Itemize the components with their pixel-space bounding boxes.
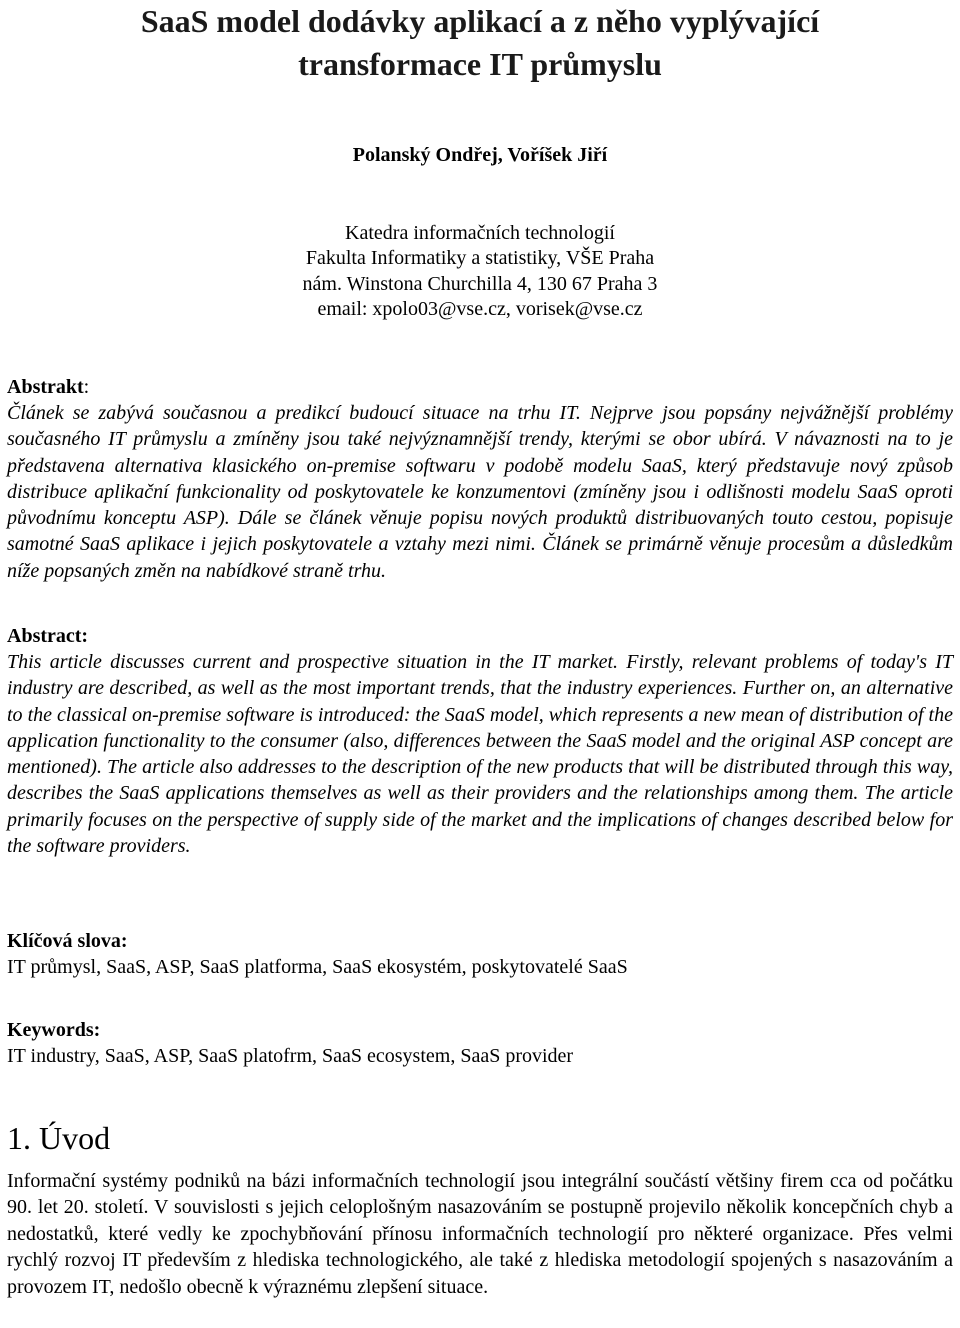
keywords-cz-heading: Klíčová slova: [7, 930, 128, 952]
keywords-en-heading-row [7, 1017, 953, 1043]
section-1-heading: 1. Úvod [7, 1120, 111, 1156]
keywords-en-text-row [7, 1043, 953, 1069]
paper-title-line-1: SaaS model dodávky aplikací a z něho vyplývající [140, 3, 820, 39]
paper-title-line-2: transformace IT průmyslu [298, 46, 662, 82]
keywords-cz-text-row [7, 954, 953, 980]
abstract-en-heading-row [7, 623, 953, 649]
abstract-en-heading: Abstract: [7, 625, 89, 647]
abstract-cz-heading-colon: : [83, 376, 90, 398]
section-1-paragraph: Informační systémy podniků na bázi informačních technologií jsou integrální součástí většiny firem cca od počátku 90. let 20. století. V souvislosti s jejich celoplošným nasazováním se postupně projevilo několik koncepčních chyb a nedostatků, které vedly ke zpochybňování přínosu informačních technologií pro některé organizace. Přes velmi rychlý rozvoj IT především z hlediska technologického, ale také z hlediska metodologií spojených s nasazováním a provozem IT, nedošlo obecně k výraznému zlepšení situace. [7, 1170, 953, 1298]
abstract-cz-heading-label: Abstrakt [7, 376, 84, 398]
keywords-cz-heading-row [7, 928, 953, 954]
affiliation-faculty: Fakulta Informatiky a statistiky, VŠE Praha [305, 247, 655, 270]
abstract-cz-heading [7, 374, 953, 400]
affiliation-department: Katedra informačních technologií [345, 222, 615, 244]
authors: Polanský Ondřej, Voříšek Jiří [352, 144, 608, 166]
paper-title [0, 0, 960, 86]
affiliation-address: nám. Winstona Churchilla 4, 130 67 Praha 3 [302, 272, 658, 295]
affiliation-email: email: xpolo03@vse.cz, vorisek@vse.cz [317, 297, 643, 320]
abstract-cz-text: Článek se zabývá současnou a predikcí budoucí situace na trhu IT. Nejprve jsou popsány nejvážnější problémy současného IT průmyslu a zmíněny jsou také nejvýznamnější trendy, kterými se obor ubírá. V návaznosti na to je představena alternativa klasického on-premise softwaru v podobě modelu SaaS, který představuje nový způsob distribuce aplikační funkcionality od poskytovatele ke konzumentovi (zmíněny jsou i odlišnosti modelu SaaS oproti původnímu konceptu ASP). Dále se článek věnuje popisu nových produktů distribuovaných touto cestou, popisuje samotné SaaS aplikace i jejich poskytovatele a vztahy mezi nimi. Článek se primárně věnuje procesům a důsledkům níže popsaných změn na nabídkové straně trhu. [7, 402, 953, 582]
abstract-cz-heading-row [7, 374, 953, 400]
abstract-en-text: This article discusses current and prospective situation in the IT market. Firstly, relevant problems of today's IT industry are described, as well as the most important trends, that the industry experiences. Further on, an alternative to the classical on-premise software is introduced: the SaaS model, which represents a new mean of distribution of the application functionality to the consumer (also, differences between the SaaS model and the original ASP concept are mentioned). The article also addresses to the description of the new products that will be distributed through this way, describes the SaaS applications themselves as well as their providers and the relationships among them. The article primarily focuses on the perspective of supply side of the market and the implications of changes described below for the software providers. [7, 651, 953, 858]
keywords-en-text: IT industry, SaaS, ASP, SaaS platofrm, SaaS ecosystem, SaaS provider [7, 1045, 574, 1067]
keywords-en-heading: Keywords: [7, 1019, 101, 1041]
keywords-cz-text: IT průmysl, SaaS, ASP, SaaS platforma, SaaS ekosystém, poskytovatelé SaaS [7, 956, 628, 978]
affiliation [0, 221, 960, 322]
